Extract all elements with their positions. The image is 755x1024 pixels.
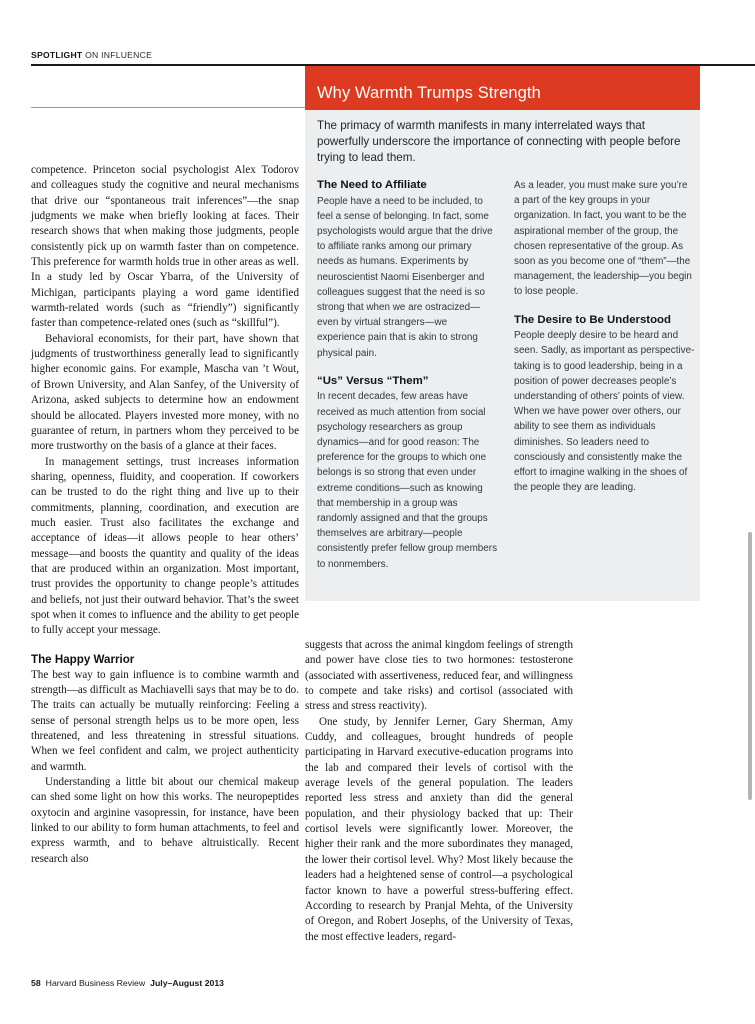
footer-issue-date: July–August 2013 [150, 978, 225, 988]
body-paragraph: Understanding a little bit about our chemical makeup can shed some light on how this works. The neuropeptides oxytocin and arginine vasopressin, for instance, have been linked to our ability to form human attachments, to feel and express warmth, and to behave altruistically. Recent research also [31, 776, 299, 865]
sidebar-paragraph-desire-to-be-understood: People deeply desire to be heard and seen. Sadly, as important as perspective-taking is to good leadership, being in a position of power decreases people’s understanding of others’ points of view. When we have power over others, our ability to see them as individuals diminishes. So leaders need to consciously and consistently make the effort to imagine walking in the shoes of the people they are leading. [514, 330, 695, 494]
body-heading-happy-warrior: The Happy Warrior [31, 652, 135, 666]
sidebar-intro: The primacy of warmth manifests in many interrelated ways that powerfully underscore the importance of connecting with people before trying to lead them. [317, 119, 681, 165]
running-head-topic: ON INFLUENCE [85, 50, 153, 60]
sidebar-body [305, 110, 700, 601]
footer-publication: Harvard Business Review [45, 978, 146, 988]
sidebar-title: Why Warmth Trumps Strength [317, 84, 541, 102]
main-column-right [305, 638, 573, 945]
page-scrollbar[interactable] [743, 0, 755, 1024]
footer-page-number: 58 [31, 978, 41, 988]
sidebar-paragraph-as-a-leader: As a leader, you must make sure you’re a part of the key groups in your organization. In fact, you want to be the aspirational member of the group, the chosen representative of the group. As soon as you become one of “them”—the management, the leadership—you begin to lose people. [514, 180, 692, 298]
sidebar-paragraph-us-versus-them: In recent decades, few areas have received as much attention from social psychology researchers as group dynamics—and for good reason: The preference for the groups to which one belongs is so strong that even under extreme conditions—such as knowing that membership in a group was randomly assigned and that the groups themselves are arbitrary—people consistently prefer fellow group members to nonmembers. [317, 391, 498, 570]
scrollbar-thumb[interactable] [748, 532, 752, 800]
body-paragraph: Behavioral economists, for their part, have shown that judgments of trustworthiness generally lead to significantly higher economic gains. For example, Mascha van ’t Wout, of Brown University, and Alan Sanfey, of the University of Arizona, asked subjects to determine how an endowment should be allocated. Players invested more money, with no guarantee of return, in partners whom they perceived to be more trustworthy on the basis of a glance at their faces. [31, 332, 299, 453]
running-head [31, 50, 152, 60]
body-paragraph: In management settings, trust increases information sharing, openness, fluidity, and cooperation. If coworkers can be trusted to do the right thing and live up to their commitments, planning, coordination, and execution are much easier. Trust also facilitates the exchange and acceptance of ideas—it allows people to hear others’ message—and boosts the quantity and quality of the ideas that are produced within an organization. Most important, trust provides the opportunity to change people’s attitudes and beliefs, not just their outward behavior. That’s the sweet spot when it comes to influence and the ability to get people to fully accept your message. [31, 455, 299, 637]
running-head-section: SPOTLIGHT [31, 50, 83, 60]
sidebar-heading-desire-to-be-understood: The Desire to Be Understood [514, 313, 671, 326]
main-column-left [31, 163, 299, 867]
page-footer [31, 978, 229, 988]
sidebar-columns [317, 178, 695, 572]
sidebar-column-right [514, 178, 695, 572]
sidebar-column-left [317, 178, 498, 572]
body-paragraph: competence. Princeton social psychologist Alex Todorov and colleagues study the cognitive and neural mechanisms that drive our “spontaneous trait inferences”—the snap judgments we make when briefly looking at faces. Their research shows that when making those judgments, people consistently pick up on warmth faster than on competence. This preference for warmth holds true in other areas as well. In a study led by Oscar Ybarra, of the University of Michigan, participants playing a word game identified warmth-related words (such as “friendly”) significantly faster than competence-related ones (such as “skillful”). [31, 164, 299, 330]
sidebar-header-banner [305, 66, 700, 110]
sidebar-heading-need-to-affiliate: The Need to Affiliate [317, 179, 427, 191]
header-rule-light [31, 107, 305, 108]
body-paragraph: The best way to gain influence is to combine warmth and strength—as difficult as Machiavelli says that may be to do. The traits can actually be mutually reinforcing: Feeling a sense of personal strength helps us to be more open, less threatened, and less threatening in stressful situations. When we feel confident and calm, we project authenticity and warmth. [31, 668, 299, 773]
body-paragraph: suggests that across the animal kingdom feelings of strength and power have close ties to two hormones: testosterone (associated with assertiveness, reduced fear, and willingness to compete and take risks) and cortisol (associated with stress and stress reactivity). [305, 639, 573, 713]
sidebar-paragraph-need-to-affiliate: People have a need to be included, to feel a sense of belonging. In fact, some psychologists would argue that the drive to affiliate ranks among our primary needs as humans. Experiments by neuroscientist Naomi Eisenberger and colleagues suggest that the need is so strong that when we are ostracized—even by virtual strangers—we experience pain that is akin to strong physical pain. [317, 195, 493, 359]
body-paragraph: One study, by Jennifer Lerner, Gary Sherman, Amy Cuddy, and colleagues, brought hundreds of people participating in Harvard executive-education programs into the lab and compared their levels of cortisol with the average levels of the general population. The leaders reported less stress and anxiety than did the general population, and their physiology backed that up: Their cortisol levels were significantly lower. Moreover, the higher their rank and the more subordinates they managed, the lower their cortisol level. Why? Most likely because the leaders had a heightened sense of control—a psychological factor known to have a powerful stress-buffering effect. According to research by Pranjal Mehta, of the University of Oregon, and Robert Josephs, of the University of Texas, the most effective leaders, regard- [305, 715, 573, 943]
sidebar-heading-us-versus-them: “Us” Versus “Them” [317, 374, 429, 387]
